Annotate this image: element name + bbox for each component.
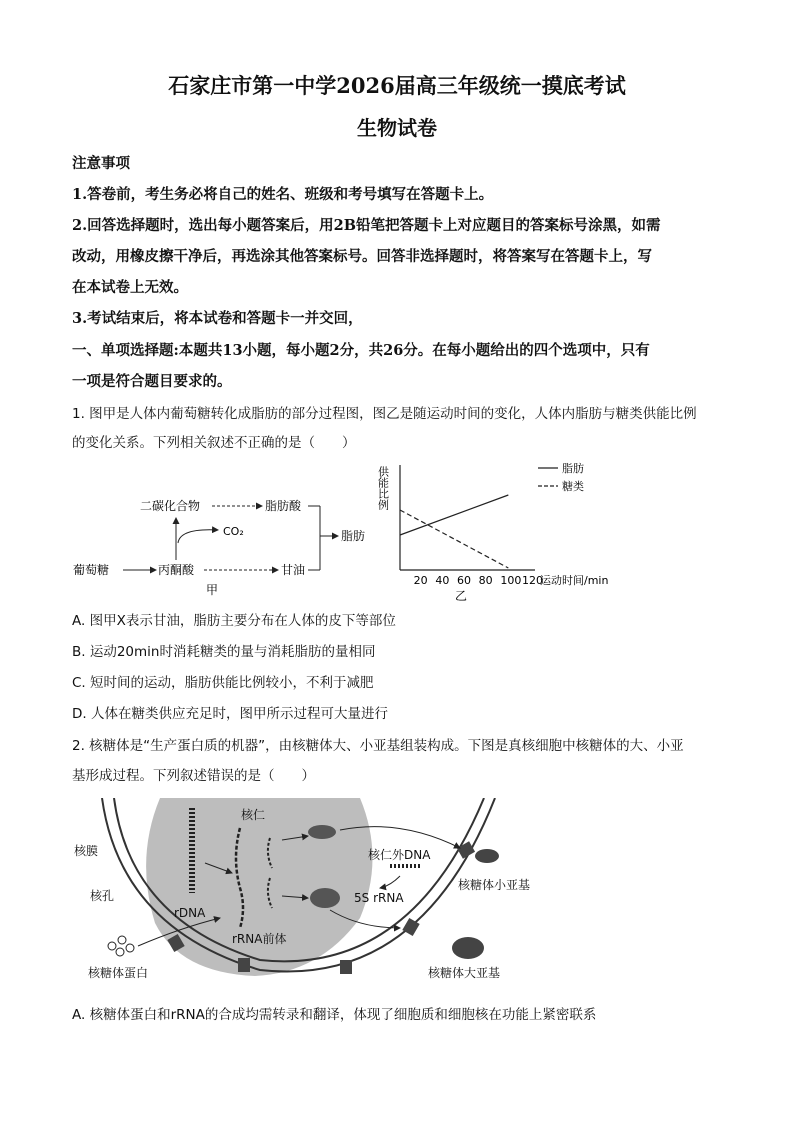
label-pyruvate: 丙酮酸 — [158, 563, 195, 577]
note-line-3: 改动，用橡皮擦干净后，再选涂其他答案标号。回答非选择题时，将答案写在答题卡上，写 — [72, 248, 652, 265]
note-line-5: 3.考试结束后，将本试卷和答题卡一并交回， — [72, 310, 363, 327]
label-rrna-precursor: rRNA前体 — [232, 932, 287, 946]
q1-chart-yi — [375, 458, 645, 603]
nuclear-pore — [340, 960, 352, 974]
q2-stem-line-1: 2. 核糖体是“生产蛋白质的机器”，由核糖体大、小亚基组装构成。下图是真核细胞中核糖体的大、小亚 — [72, 738, 684, 754]
note-line-1: 1.答卷前，考生务必将自己的姓名、班级和考号填写在答题卡上。 — [72, 186, 494, 203]
section-line-1: 一、单项选择题:本题共13小题，每小题2分，共26分。在每小题给出的四个选项中，只有 — [72, 342, 650, 359]
label-5s-rrna: 5S rRNA — [354, 891, 404, 905]
q1-stem-line-1: 1. 图甲是人体内葡萄糖转化成脂肪的部分过程图，图乙是随运动时间的变化，人体内脂肪与糖类供能比例 — [72, 406, 697, 422]
q2-option-a: A. 核糖体蛋白和rRNA的合成均需转录和翻译，体现了细胞质和细胞核在功能上紧密联系 — [72, 1007, 597, 1023]
q1-figure-jia — [68, 488, 388, 603]
q2-stem-line-2: 基形成过程。下列叙述错误的是（ ） — [72, 768, 315, 784]
label-two-carbon: 二碳化合物 — [140, 499, 201, 513]
q1-option-c: C. 短时间的运动，脂肪供能比例较小，不利于减肥 — [72, 675, 374, 691]
exam-subtitle: 生物试卷 — [357, 116, 437, 140]
section-line-2: 一项是符合题目要求的。 — [72, 373, 232, 390]
exam-title: 石家庄市第一中学2026届高三年级统一摸底考试 — [168, 73, 626, 98]
note-line-2: 2.回答选择题时，选出每小题答案后，用2B铅笔把答题卡上对应题目的答案标号涂黑，如需 — [72, 217, 661, 234]
y-axis-label: 供能比例 — [376, 466, 390, 510]
label-small-subunit: 核糖体小亚基 — [458, 878, 531, 892]
legend-label-1: 糖类 — [562, 480, 584, 493]
nuclear-pore — [238, 958, 250, 972]
nuclear-pore — [457, 841, 475, 858]
label-glycerol: 甘油 — [281, 563, 306, 577]
note-line-4: 在本试卷上无效。 — [72, 279, 188, 296]
label-extra-dna: 核仁外DNA — [368, 848, 431, 862]
label-co2: CO₂ — [223, 525, 244, 538]
q1-option-a: A. 图甲X表示甘油，脂肪主要分布在人体的皮下等部位 — [72, 613, 396, 629]
x-tick-label: 20 — [413, 574, 428, 587]
q1-option-b: B. 运动20min时消耗糖类的量与消耗脂肪的量相同 — [72, 644, 376, 660]
x-axis-label: 运动时间/min — [540, 574, 609, 587]
small-subunit-icon — [475, 849, 499, 863]
fig-jia-caption: 甲 — [206, 583, 219, 597]
x-tick-label: 40 — [435, 574, 450, 587]
series-line-0 — [400, 495, 508, 535]
series-line-1 — [400, 510, 508, 568]
large-subunit-icon — [452, 937, 484, 959]
label-large-subunit: 核糖体大亚基 — [428, 966, 501, 980]
label-ribosome-protein: 核糖体蛋白 — [88, 966, 149, 980]
label-nuclear-envelope: 核膜 — [74, 844, 99, 858]
x-tick-label: 80 — [478, 574, 493, 587]
label-nucleolus: 核仁 — [241, 808, 266, 822]
x-tick-label: 100 — [500, 574, 522, 587]
q1-option-d: D. 人体在糖类供应充足时，图甲所示过程可大量进行 — [72, 706, 388, 722]
label-glucose: 葡萄糖 — [73, 563, 110, 577]
label-rdna: rDNA — [174, 906, 206, 920]
legend-label-0: 脂肪 — [562, 462, 584, 475]
label-fatty-acid: 脂肪酸 — [265, 499, 302, 513]
notes-heading: 注意事项 — [72, 155, 130, 172]
chart-caption: 乙 — [455, 589, 468, 603]
x-tick-label: 120 — [522, 574, 543, 587]
small-subunit-precursor — [308, 825, 336, 839]
label-nuclear-pore: 核孔 — [90, 889, 115, 903]
x-tick-label: 60 — [457, 574, 471, 587]
nucleolus-region — [146, 798, 372, 976]
large-subunit-precursor — [310, 888, 340, 908]
label-fat: 脂肪 — [341, 529, 366, 543]
q1-stem-line-2: 的变化关系。下列相关叙述不正确的是（ ） — [72, 435, 356, 451]
